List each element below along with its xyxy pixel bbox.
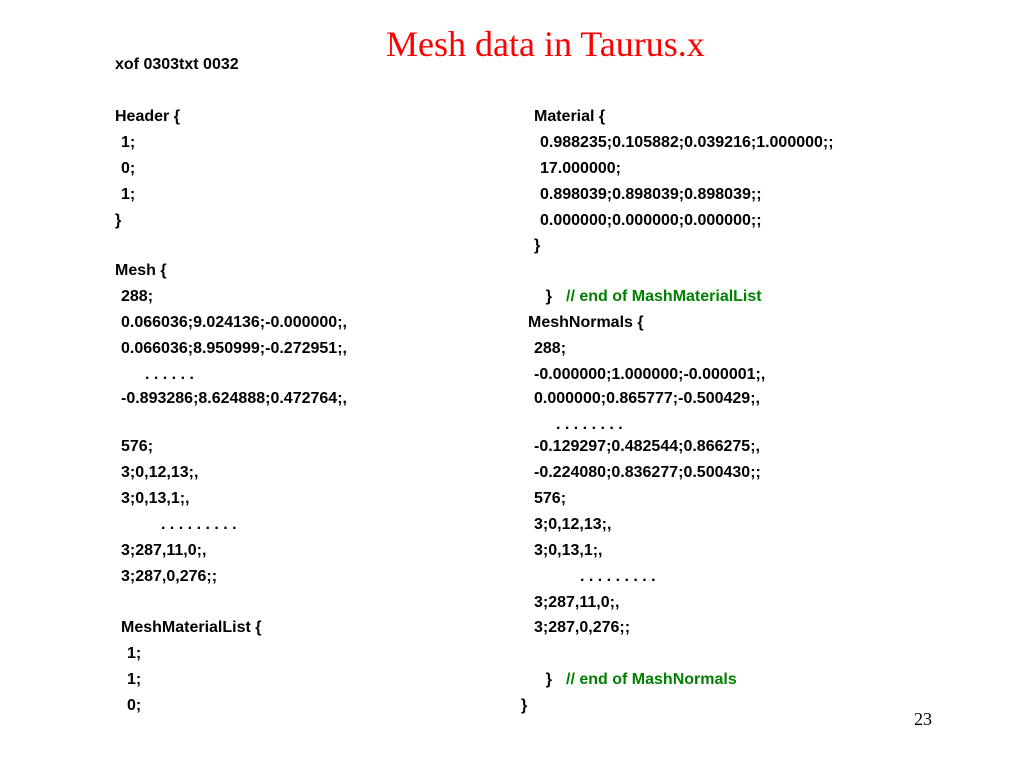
code-line: 0.988235;0.105882;0.039216;1.000000;; [540, 134, 834, 151]
code-line: -0.000000;1.000000;-0.000001;, [534, 366, 766, 383]
ellipsis-line: . . . . . . [145, 366, 194, 383]
code-line: MeshMaterialList { [121, 619, 262, 636]
code-line: 1; [127, 671, 142, 688]
ellipsis-line: . . . . . . . . . [161, 516, 237, 533]
code-line: -0.129297;0.482544;0.866275;, [534, 438, 760, 455]
code-comment: // end of MashMaterialList [566, 288, 762, 305]
code-line: 17.000000; [540, 160, 621, 177]
code-line: -0.893286;8.624888;0.472764;, [121, 390, 347, 407]
code-line: 1; [121, 134, 136, 151]
code-line: 1; [121, 186, 136, 203]
code-line: 0; [127, 697, 142, 714]
code-line: 0.000000;0.000000;0.000000;; [540, 212, 762, 229]
code-line: 0; [121, 160, 136, 177]
code-line: 576; [534, 490, 567, 507]
code-line: 3;0,12,13;, [534, 516, 612, 533]
code-line: 576; [121, 438, 154, 455]
code-line: } [534, 237, 541, 254]
code-line: 3;287,11,0;, [121, 542, 207, 559]
code-line: 3;0,13,1;, [121, 490, 190, 507]
ellipsis-line: . . . . . . . . . [580, 568, 656, 585]
code-line: } [115, 212, 122, 229]
code-line: } [521, 697, 528, 714]
ellipsis-line: . . . . . . . . [556, 416, 623, 433]
code-line: 0.066036;9.024136;-0.000000;, [121, 314, 347, 331]
code-line: MeshNormals { [528, 314, 644, 331]
code-line: 3;0,12,13;, [121, 464, 199, 481]
code-line: 0.066036;8.950999;-0.272951;, [121, 340, 347, 357]
code-line: 1; [127, 645, 142, 662]
code-line: 3;287,11,0;, [534, 594, 620, 611]
code-line: -0.224080;0.836277;0.500430;; [534, 464, 761, 481]
code-text: } [545, 288, 553, 305]
code-line: 0.898039;0.898039;0.898039;; [540, 186, 762, 203]
code-line: Material { [534, 108, 606, 125]
code-line: xof 0303txt 0032 [115, 56, 239, 73]
code-comment: // end of MashNormals [566, 671, 737, 688]
code-text: } [545, 671, 553, 688]
code-line: 0.000000;0.865777;-0.500429;, [534, 390, 760, 407]
code-line: 3;0,13,1;, [534, 542, 603, 559]
code-line: 288; [534, 340, 567, 357]
code-line: Mesh { [115, 262, 167, 279]
code-line-with-comment [528, 258, 762, 305]
code-line-with-comment [528, 641, 737, 688]
code-line: 3;287,0,276;; [121, 568, 218, 585]
slide-title: Mesh data in Taurus.x [386, 24, 705, 64]
page-number: 23 [914, 709, 932, 729]
code-line: 3;287,0,276;; [534, 619, 631, 636]
code-line: 288; [121, 288, 154, 305]
code-line: Header { [115, 108, 180, 125]
